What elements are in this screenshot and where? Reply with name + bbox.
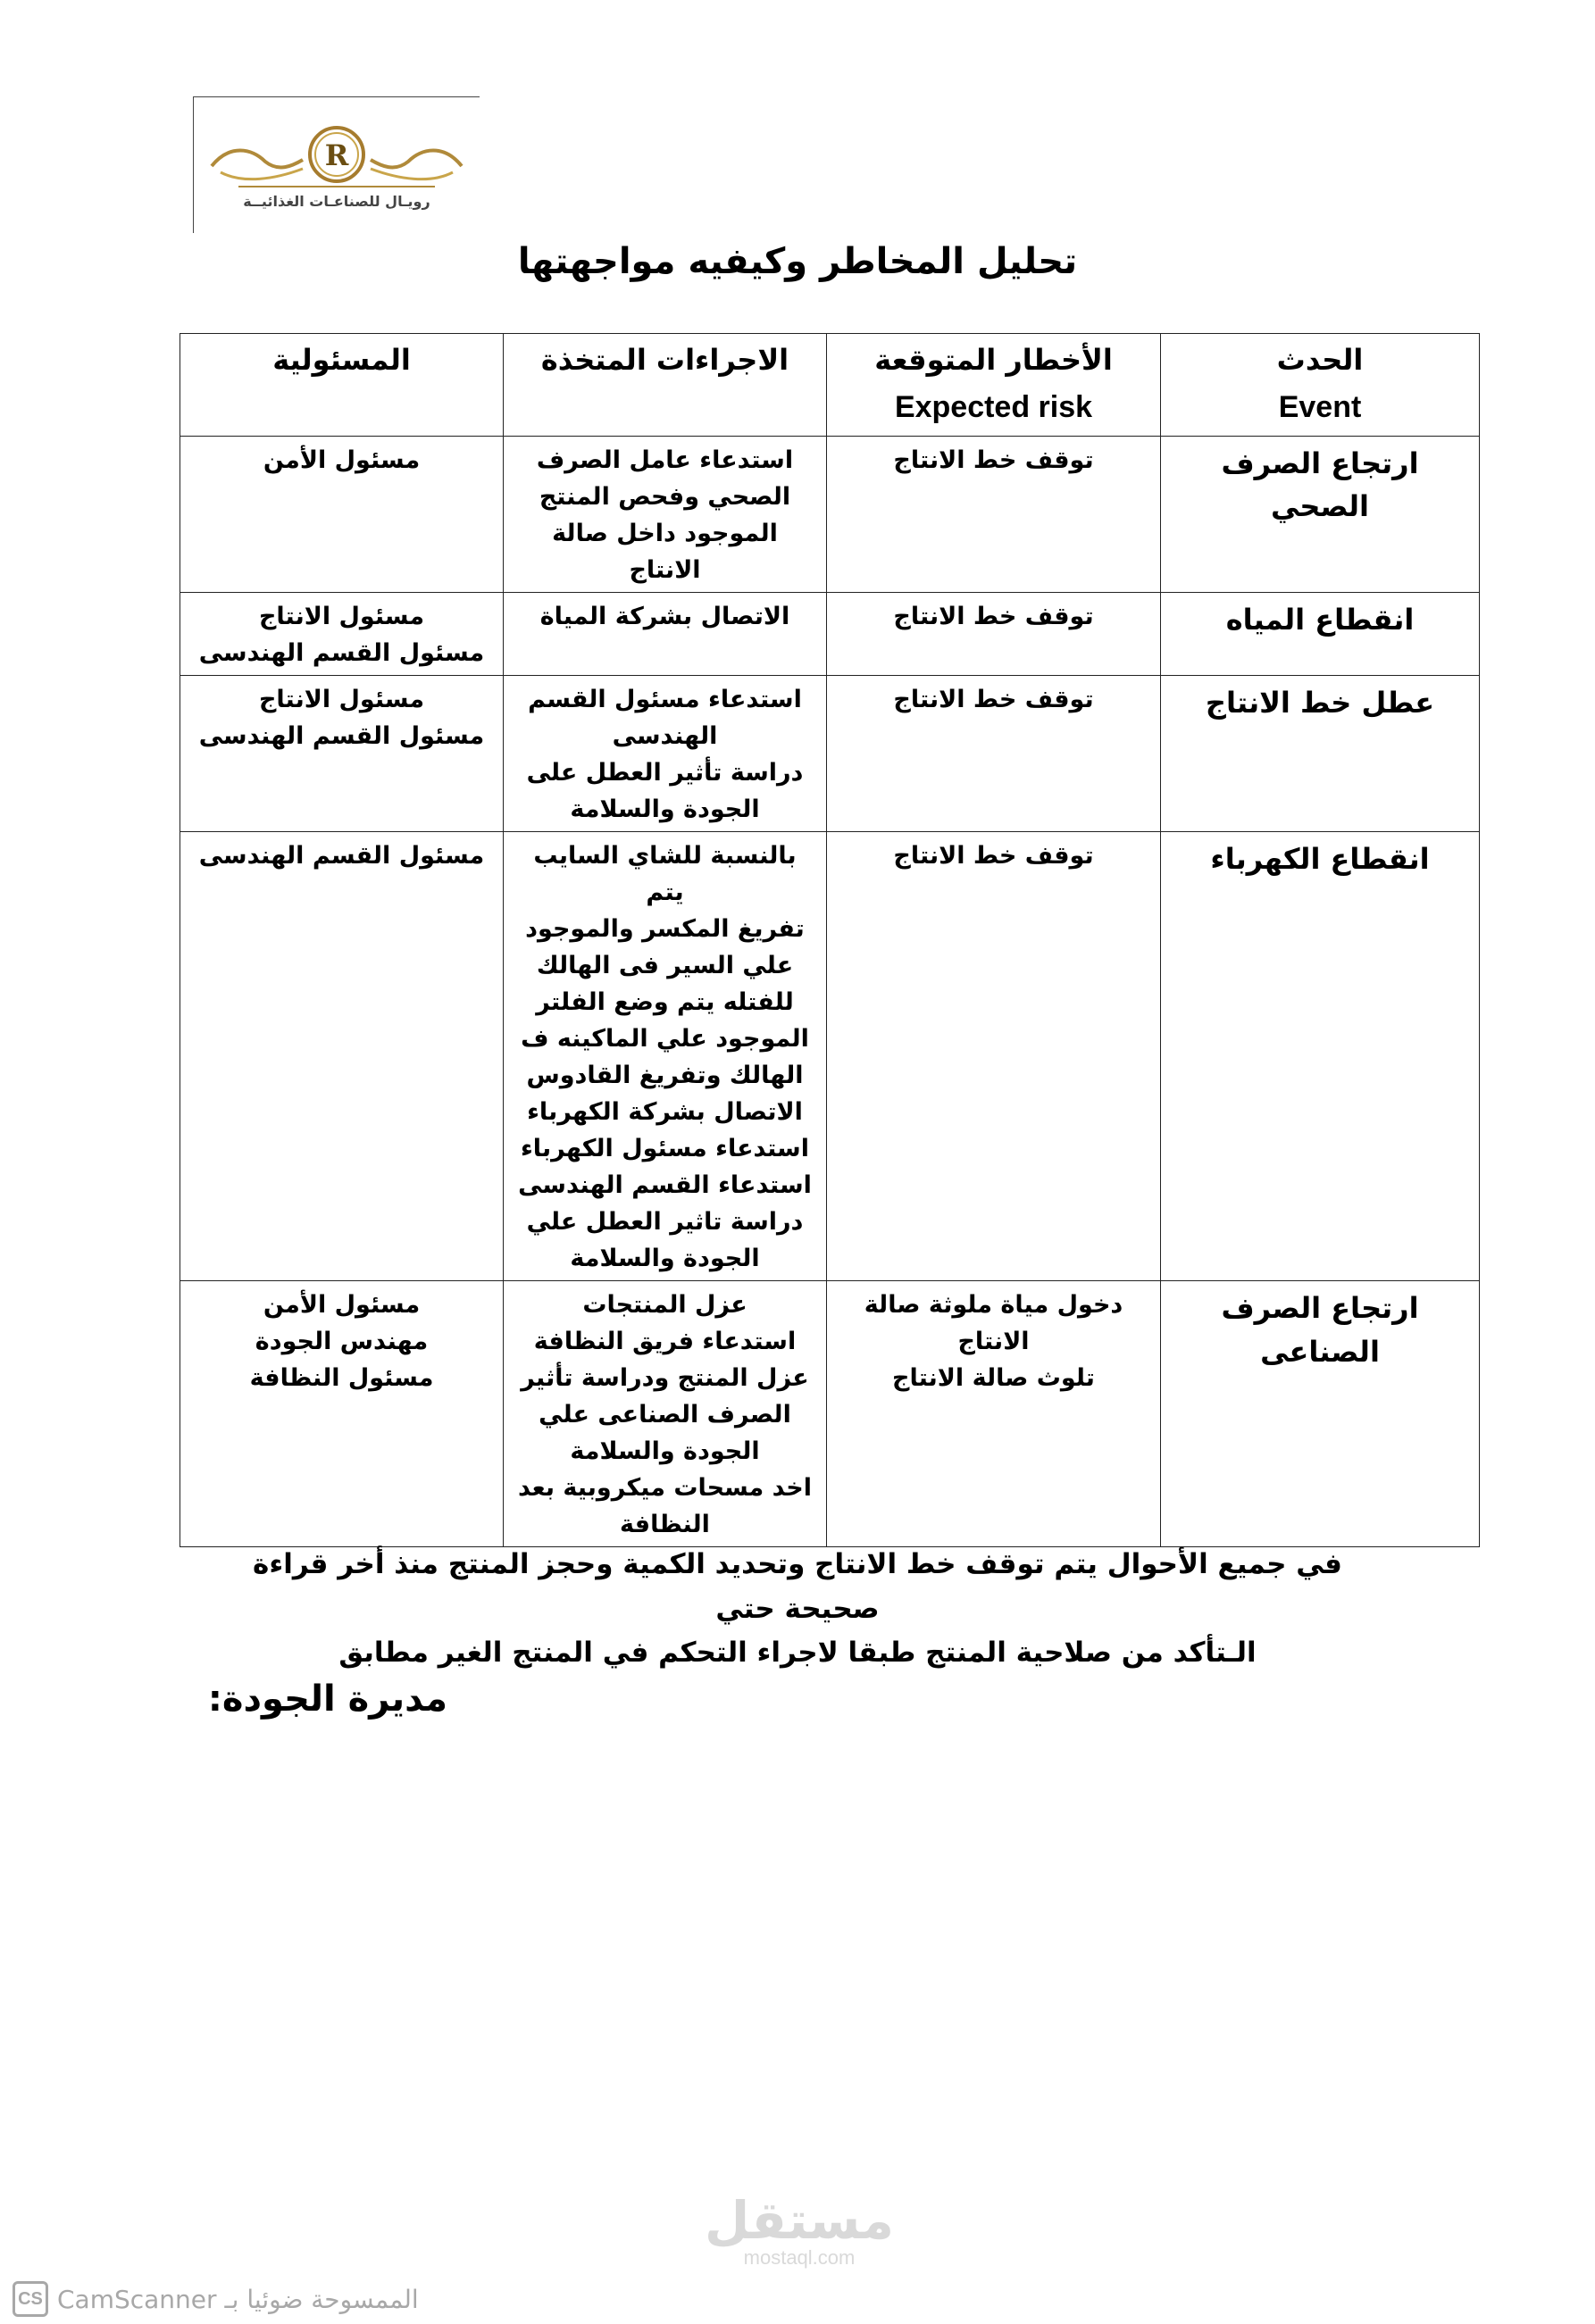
actions-line: الموجود علي الماكينه ف xyxy=(521,1025,809,1054)
risk-analysis-table xyxy=(180,333,1480,1547)
actions-line: دراسة تاثير العطل علي xyxy=(526,1208,804,1237)
cell-risk xyxy=(827,1281,1161,1547)
actions-line: الجودة والسلامة xyxy=(570,1437,760,1466)
risk-line: توقف خط الانتاج xyxy=(893,602,1094,630)
responsibility-line: مسئول القسم الهندسى xyxy=(198,721,485,750)
table-header-row xyxy=(180,334,1480,437)
event-line: ارتجاع الصرف xyxy=(1221,446,1419,480)
header-event xyxy=(1161,334,1480,437)
header-event-en: Event xyxy=(1278,390,1362,425)
cell-risk xyxy=(827,436,1161,592)
actions-line: علي السير فى الهالك xyxy=(536,951,794,979)
header-risk-ar: الأخطار المتوقعة xyxy=(874,343,1113,377)
risk-line: تلوث صالة الانتاج xyxy=(892,1364,1095,1393)
actions-line: الاتصال بشركة الكهرباء xyxy=(527,1098,803,1127)
header-responsibility xyxy=(180,334,504,437)
cell-actions xyxy=(504,1281,827,1547)
footer-note-line-2: الـتأكد من صلاحية المنتج طبقا لاجراء التحكم في المنتج الغير مطابق xyxy=(338,1637,1257,1670)
actions-line: الصرف الصناعى علي xyxy=(539,1401,791,1429)
table-row xyxy=(180,592,1480,675)
logo-monogram: R xyxy=(324,138,349,172)
responsibility-line: مهندس الجودة xyxy=(255,1328,429,1356)
actions-line: استدعاء عامل الصرف xyxy=(536,446,794,474)
header-risk xyxy=(827,334,1161,437)
risk-line: توقف خط الانتاج xyxy=(893,685,1094,713)
event-line: عطل خط الانتاج xyxy=(1205,685,1435,720)
responsibility-line: مسئول القسم الهندسى xyxy=(198,841,485,870)
watermark xyxy=(697,2190,902,2270)
scanner-stamp xyxy=(13,2279,419,2319)
actions-line: الاتصال بشركة المياة xyxy=(539,602,790,630)
cell-actions xyxy=(504,592,827,675)
cell-responsibility xyxy=(180,436,504,592)
actions-line: عزل المنتجات xyxy=(582,1291,747,1320)
risk-line: توقف خط الانتاج xyxy=(893,841,1094,870)
responsibility-line: مسئول النظافة xyxy=(249,1364,434,1393)
event-line: انقطاع الكهرباء xyxy=(1210,841,1430,876)
header-actions xyxy=(504,334,827,437)
responsibility-line: مسئول القسم الهندسى xyxy=(198,638,485,667)
camscanner-icon: CS xyxy=(13,2281,48,2317)
cell-responsibility xyxy=(180,675,504,831)
cell-responsibility xyxy=(180,592,504,675)
responsibility-line: مسئول الانتاج xyxy=(258,602,425,630)
actions-line: الجودة والسلامة xyxy=(570,795,760,823)
risk-line: توقف خط الانتاج xyxy=(893,446,1094,474)
responsibility-line: مسئول الأمن xyxy=(263,1291,421,1320)
event-line: الصحي xyxy=(1271,489,1369,524)
actions-line: تفريغ المكسر والموجود xyxy=(525,914,805,943)
header-actions-ar: الاجراءات المتخذة xyxy=(540,343,789,377)
cell-risk xyxy=(827,831,1161,1280)
actions-line: استدعاء القسم الهندسى xyxy=(518,1171,812,1200)
cell-responsibility xyxy=(180,831,504,1280)
logo-frame xyxy=(193,96,480,233)
watermark-url: mostaql.com xyxy=(743,2246,856,2269)
cell-responsibility xyxy=(180,1281,504,1547)
table-body xyxy=(180,436,1480,1547)
risk-line: الانتاج xyxy=(957,1328,1030,1356)
table-row xyxy=(180,675,1480,831)
actions-line: الهالك وتفريغ القادوس xyxy=(526,1062,804,1090)
table-row xyxy=(180,436,1480,592)
actions-line: الجودة والسلامة xyxy=(570,1245,760,1273)
actions-line: دراسة تأثير العطل على xyxy=(526,758,804,787)
cell-event xyxy=(1161,831,1480,1280)
event-line: ارتجاع الصرف xyxy=(1221,1291,1419,1326)
event-line: الصناعى xyxy=(1260,1334,1380,1369)
cell-actions xyxy=(504,675,827,831)
actions-line: النظافة xyxy=(620,1511,710,1539)
company-logo xyxy=(203,117,471,215)
actions-line: اخد مسحات ميكروبية بعد xyxy=(518,1474,812,1503)
actions-line: الهندسى xyxy=(612,721,718,750)
header-event-ar: الحدث xyxy=(1276,343,1364,377)
footer-note xyxy=(205,1543,1390,1676)
watermark-arabic: مستقل xyxy=(704,2190,895,2251)
cell-actions xyxy=(504,436,827,592)
header-responsibility-ar: المسئولية xyxy=(272,343,411,377)
cell-event xyxy=(1161,1281,1480,1547)
actions-line: الموجود داخل صالة xyxy=(552,519,778,547)
signature-label: مديرة الجودة: xyxy=(207,1678,447,1720)
actions-line: استدعاء مسئول القسم xyxy=(528,685,802,713)
cell-event xyxy=(1161,592,1480,675)
scanner-stamp-text: الممسوحة ضوئيا بـ CamScanner xyxy=(57,2284,419,2314)
cell-event xyxy=(1161,675,1480,831)
actions-line: استدعاء فريق النظافة xyxy=(533,1328,797,1356)
cell-risk xyxy=(827,592,1161,675)
actions-line: للفتله يتم وضع الفلتر xyxy=(536,988,794,1017)
table-row xyxy=(180,831,1480,1280)
footer-note-line-1: في جميع الأحوال يتم توقف خط الانتاج وتحديد الكمية وحجز المنتج منذ أخر قراءة صحيحة حتي xyxy=(253,1548,1342,1625)
cell-event xyxy=(1161,436,1480,592)
header-risk-en: Expected risk xyxy=(894,390,1093,425)
table-row xyxy=(180,1281,1480,1547)
cell-risk xyxy=(827,675,1161,831)
responsibility-line: مسئول الأمن xyxy=(263,446,421,474)
actions-line: استدعاء مسئول الكهرباء xyxy=(521,1135,809,1163)
risk-line: دخول مياة ملوثة صالة xyxy=(864,1291,1123,1320)
responsibility-line: مسئول الانتاج xyxy=(258,685,425,713)
actions-line: الصحي وفحص المنتج xyxy=(539,482,791,511)
cell-actions xyxy=(504,831,827,1280)
actions-line: عزل المنتج ودراسة تأثير xyxy=(521,1364,809,1393)
actions-line: الانتاج xyxy=(629,555,701,584)
event-line: انقطاع المياه xyxy=(1225,602,1415,637)
logo-tagline: رويـال للصناعـات الغذائيــة xyxy=(243,193,430,210)
actions-line: بالنسبة للشاي السايب يتم xyxy=(533,841,797,906)
page-title: تحليل المخاطر وكيفيه مواجهتها xyxy=(517,241,1078,282)
